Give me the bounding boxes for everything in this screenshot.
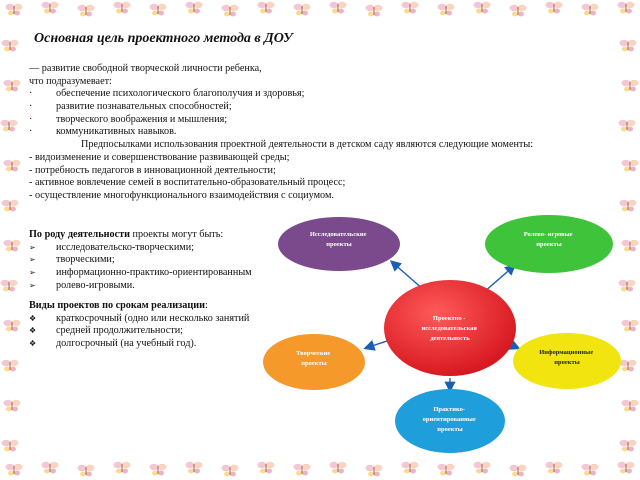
list-item: ➢ информационно-практико-ориентированным [29, 267, 252, 279]
activity-heading: По роду деятельности проекты могут быть: [29, 229, 224, 240]
arrow-bullet-icon: ➢ [29, 242, 36, 252]
list-item: ❖ долгосрочный (на учебный год). [29, 338, 197, 350]
arrow-to-roleplay [484, 266, 514, 292]
node-practice-label: Практико- ориентированные проекты [422, 406, 476, 433]
intro-block [29, 63, 533, 203]
project-types-diagram [262, 212, 634, 474]
list-item: - видоизменение и совершенствование развивающей среды; [29, 151, 290, 163]
list-item: · коммуникативных навыков. [29, 126, 177, 138]
node-info-label: Информационные проекты [539, 349, 594, 366]
node-creative-label: Творческие проекты [296, 350, 331, 367]
list-item: - осуществление многофункционального взаимодействия с социумом. [29, 189, 334, 201]
list-item: ➢ ролево-игровыми. [29, 279, 135, 291]
diamond-bullet-icon: ❖ [29, 339, 37, 349]
bullet-dot-icon: · [29, 113, 33, 125]
arrow-bullet-icon: ➢ [29, 280, 36, 290]
diamond-bullet-icon: ❖ [29, 313, 37, 323]
intro-line-2: что подразумевает: [29, 75, 112, 87]
duration-block [29, 300, 249, 351]
arrow-bullet-icon: ➢ [29, 268, 36, 278]
list-item: - активное вовлечение семей в воспитательно-образовательный процесс; [29, 177, 346, 189]
node-research-label: Исследовательские проекты [309, 231, 367, 248]
bullet-dot-icon: · [29, 101, 33, 113]
list-item: ❖ краткосрочный (одно или несколько занятий [29, 312, 250, 324]
intro-paragraph: Предпосылками использования проектной деятельности в детском саду являются следующие моменты: [81, 139, 534, 151]
arrow-bullet-icon: ➢ [29, 255, 36, 265]
duration-heading: Виды проектов по срокам реализации: [29, 300, 208, 311]
node-center-label: Проектно - исследовательская деятельность [421, 315, 477, 342]
list-item: - потребность педагогов в инновационной деятельности; [29, 164, 276, 176]
activity-block [29, 229, 252, 292]
diamond-bullet-icon: ❖ [29, 326, 37, 336]
bullet-dot-icon: · [29, 126, 33, 138]
page-title: Основная цель проектного метода в ДОУ [34, 31, 293, 46]
node-roleplay-label: Ролево- игровые проекты [523, 231, 573, 248]
list-item: ➢ творческими; [29, 254, 115, 266]
list-item: · развитие познавательных способностей; [29, 101, 232, 113]
list-item: · творческого воображения и мышления; [29, 113, 228, 125]
list-item: ❖ средней продолжительности; [29, 325, 183, 337]
list-item: · обеспечение психологического благополучия и здоровья; [29, 88, 305, 100]
intro-line-1: — развитие свободной творческой личности ребенка, [29, 63, 262, 74]
bullet-dot-icon: · [29, 88, 33, 100]
list-item: ➢ исследовательско-творческими; [29, 241, 194, 253]
